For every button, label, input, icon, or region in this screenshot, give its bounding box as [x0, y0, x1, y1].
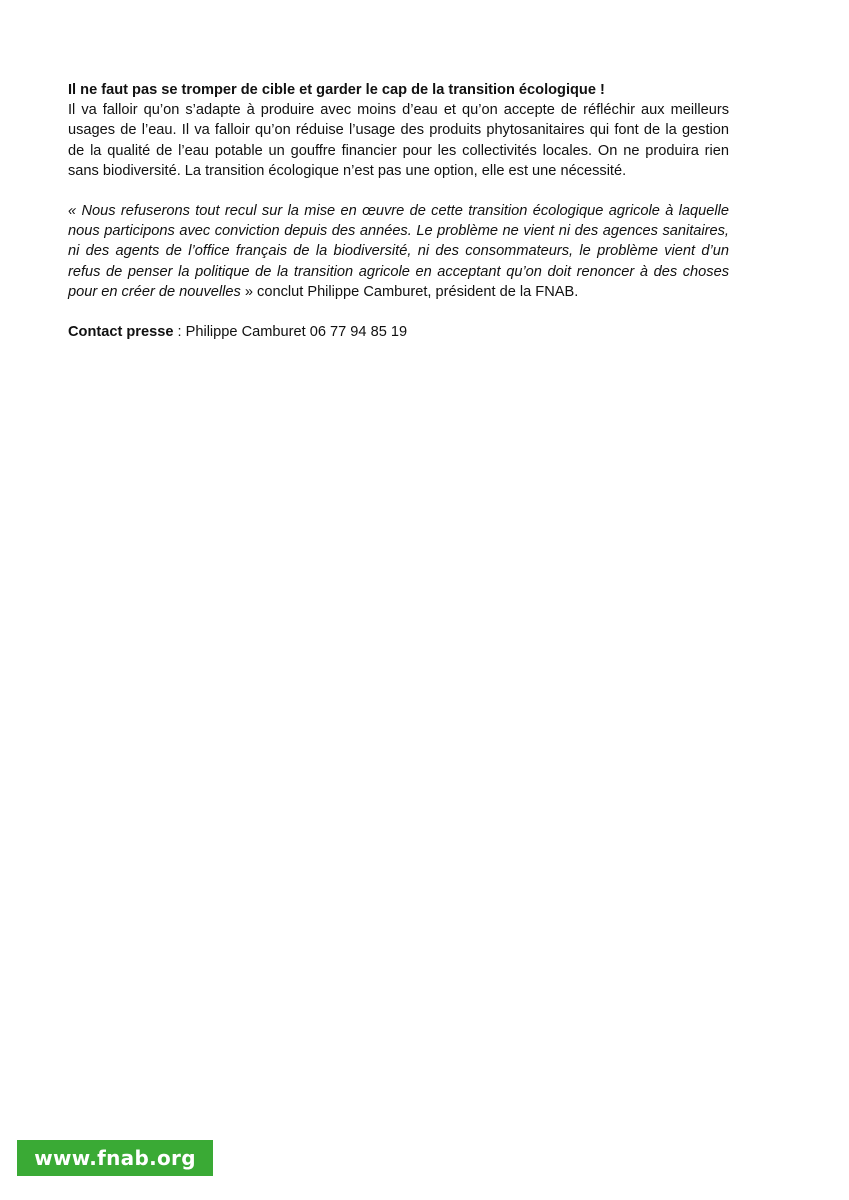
press-release-body — [68, 80, 729, 342]
quote-text: « Nous refuserons tout recul sur la mise en œuvre de cette transition écologique agricole à laquelle nous participons avec conviction depuis des années. Le problème ne vient ni des agences sanitaires, ni des agents de l’office français de la biodiversité, ni des consommateurs, le problème vient d’un refus de penser la politique de la transition agricole en acceptant qu’on doit renoncer à des choses pour en créer de nouvelles — [68, 203, 729, 300]
website-badge[interactable] — [17, 1140, 213, 1176]
section-body-text: Il va falloir qu’on s’adapte à produire avec moins d’eau et qu’on accepte de réfléchir aux meilleurs usages de l’eau. Il va falloir qu’on réduise l’usage des produits phytosanitaires qui font de la gestion de la qualité de l’eau potable un gouffre financier pour les collectivités locales. On ne produira rien sans biodiversité. La transition écologique n’est pas une option, elle est une nécessité. — [68, 102, 729, 179]
quote-paragraph — [68, 201, 729, 302]
website-link[interactable]: www.fnab.org — [34, 1146, 196, 1170]
contact-label: Contact presse — [68, 324, 174, 341]
section-heading: Il ne faut pas se tromper de cible et garder le cap de la transition écologique ! — [68, 82, 605, 98]
intro-paragraph — [68, 80, 729, 181]
press-contact — [68, 322, 729, 342]
contact-details: : Philippe Camburet 06 77 94 85 19 — [173, 324, 408, 341]
quote-attribution: » conclut Philippe Camburet, président de la FNAB. — [240, 283, 579, 300]
